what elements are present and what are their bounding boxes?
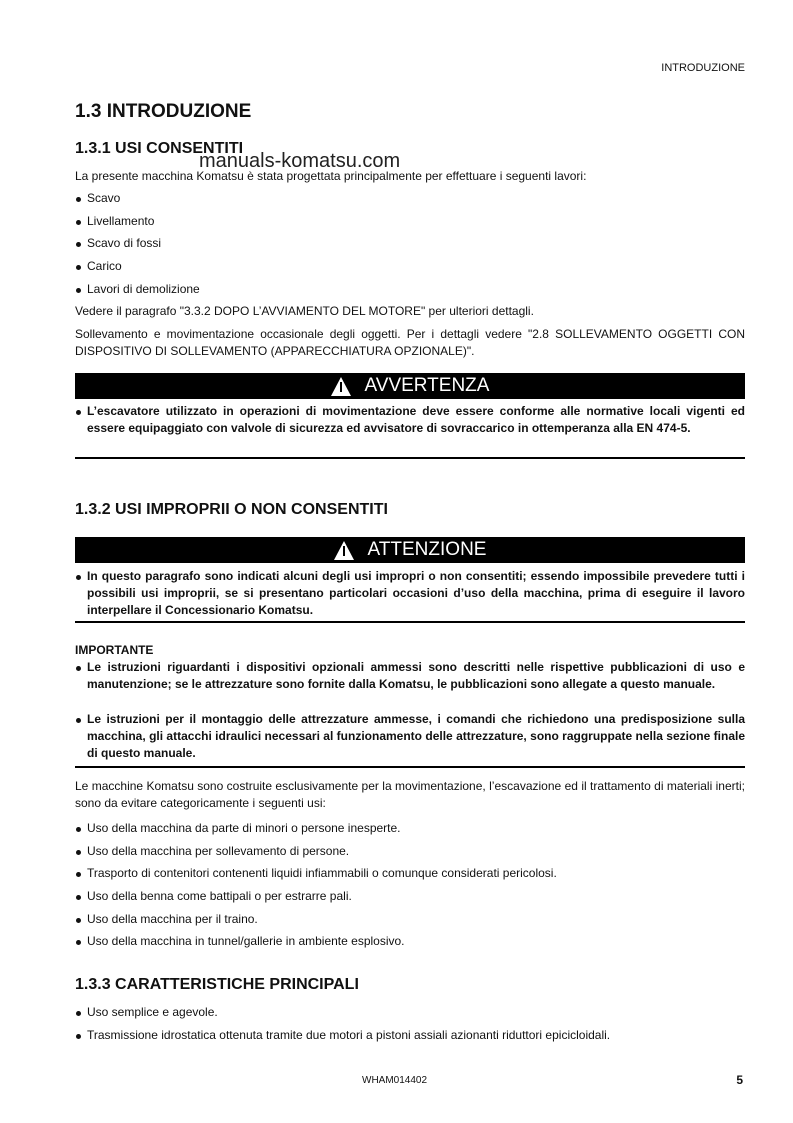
- warning-text: L’escavatore utilizzato in operazioni di movimentazione deve essere conforme alle normative locali vigenti ed essere equipaggiato con valvole di sicurezza ed avvisatore di sovraccarico in ottemperanza alla EN 474-5.: [75, 403, 745, 437]
- list-item: Trasmissione idrostatica ottenuta tramite due motori a pistoni assiali azionanti riduttori epicicloidali.: [75, 1027, 745, 1044]
- list-item: Livellamento: [75, 213, 745, 230]
- important-item: Le istruzioni riguardanti i dispositivi opzionali ammessi sono descritti nelle rispettive pubblicazioni di uso e manutenzione; se le attrezzature sono fornite dalla Komatsu, le pubblicazioni sono allegate a questo manuale.: [75, 659, 745, 693]
- divider: [75, 766, 745, 768]
- list-item: Scavo di fossi: [75, 235, 745, 252]
- warning-icon: [331, 377, 351, 396]
- section-title: 1.3 INTRODUZIONE: [75, 101, 252, 122]
- list-item: Uso della macchina per il traino.: [75, 911, 745, 928]
- paragraph: Sollevamento e movimentazione occasionale degli oggetti. Per i dettagli vedere "2.8 SOLLEVAMENTO OGGETTI CON DISPOSITIVO DI SOLLEVAMENTO (APPARECCHIATURA OPZIONALE)".: [75, 327, 745, 358]
- running-header: INTRODUZIONE: [661, 62, 745, 74]
- divider: [75, 621, 745, 623]
- subsection-title: 1.3.1 USI CONSENTITI: [75, 140, 244, 157]
- list-item: Trasporto di contenitori contenenti liquidi infiammabili o comunque considerati pericolosi.: [75, 865, 745, 882]
- subsection-title: 1.3.2 USI IMPROPRII O NON CONSENTITI: [75, 501, 388, 518]
- document-code: WHAM014402: [362, 1075, 428, 1086]
- list-item: Uso della macchina in tunnel/gallerie in ambiente esplosivo.: [75, 933, 745, 950]
- subsection-title: 1.3.3 CARATTERISTICHE PRINCIPALI: [75, 976, 359, 993]
- warning-banner: [75, 373, 745, 399]
- warning-label: AVVERTENZA: [364, 375, 490, 396]
- caution-text: In questo paragrafo sono indicati alcuni degli usi impropri o non consentiti; essendo impossibile prevedere tutti i possibili usi improprii, se si presentano particolari occasioni d’uso della macchina, prima di eseguire il lavoro interpellare il Concessionario Komatsu.: [75, 568, 745, 619]
- caution-label: ATTENZIONE: [367, 539, 487, 560]
- important-label: IMPORTANTE: [75, 643, 154, 657]
- list-item: Scavo: [75, 190, 745, 207]
- paragraph: Vedere il paragrafo "3.3.2 DOPO L’AVVIAMENTO DEL MOTORE" per ulteriori dettagli.: [75, 304, 534, 318]
- warning-icon: [334, 541, 354, 560]
- divider: [75, 457, 745, 459]
- list-item: Uso semplice e agevole.: [75, 1004, 745, 1021]
- watermark: manuals-komatsu.com: [199, 150, 401, 172]
- page-number: 5: [736, 1073, 743, 1087]
- list-item: Carico: [75, 258, 745, 275]
- list-item: Uso della benna come battipali o per estrarre pali.: [75, 888, 745, 905]
- list-item: Lavori di demolizione: [75, 281, 745, 298]
- paragraph: Le macchine Komatsu sono costruite esclusivamente per la movimentazione, l’escavazione ed il trattamento di materiali inerti; sono da evitare categoricamente i seguenti usi:: [75, 779, 745, 810]
- list-item: Uso della macchina per sollevamento di persone.: [75, 843, 745, 860]
- important-item: Le istruzioni per il montaggio delle attrezzature ammesse, i comandi che richiedono una predisposizione sulla macchina, gli attacchi idraulici necessari al funzionamento delle attrezzature, sono raggruppate nella sezione finale di questo manuale.: [75, 711, 745, 762]
- paragraph: La presente macchina Komatsu è stata progettata principalmente per effettuare i seguenti lavori:: [75, 169, 587, 183]
- list-item: Uso della macchina da parte di minori o persone inesperte.: [75, 820, 745, 837]
- caution-banner: [75, 537, 745, 563]
